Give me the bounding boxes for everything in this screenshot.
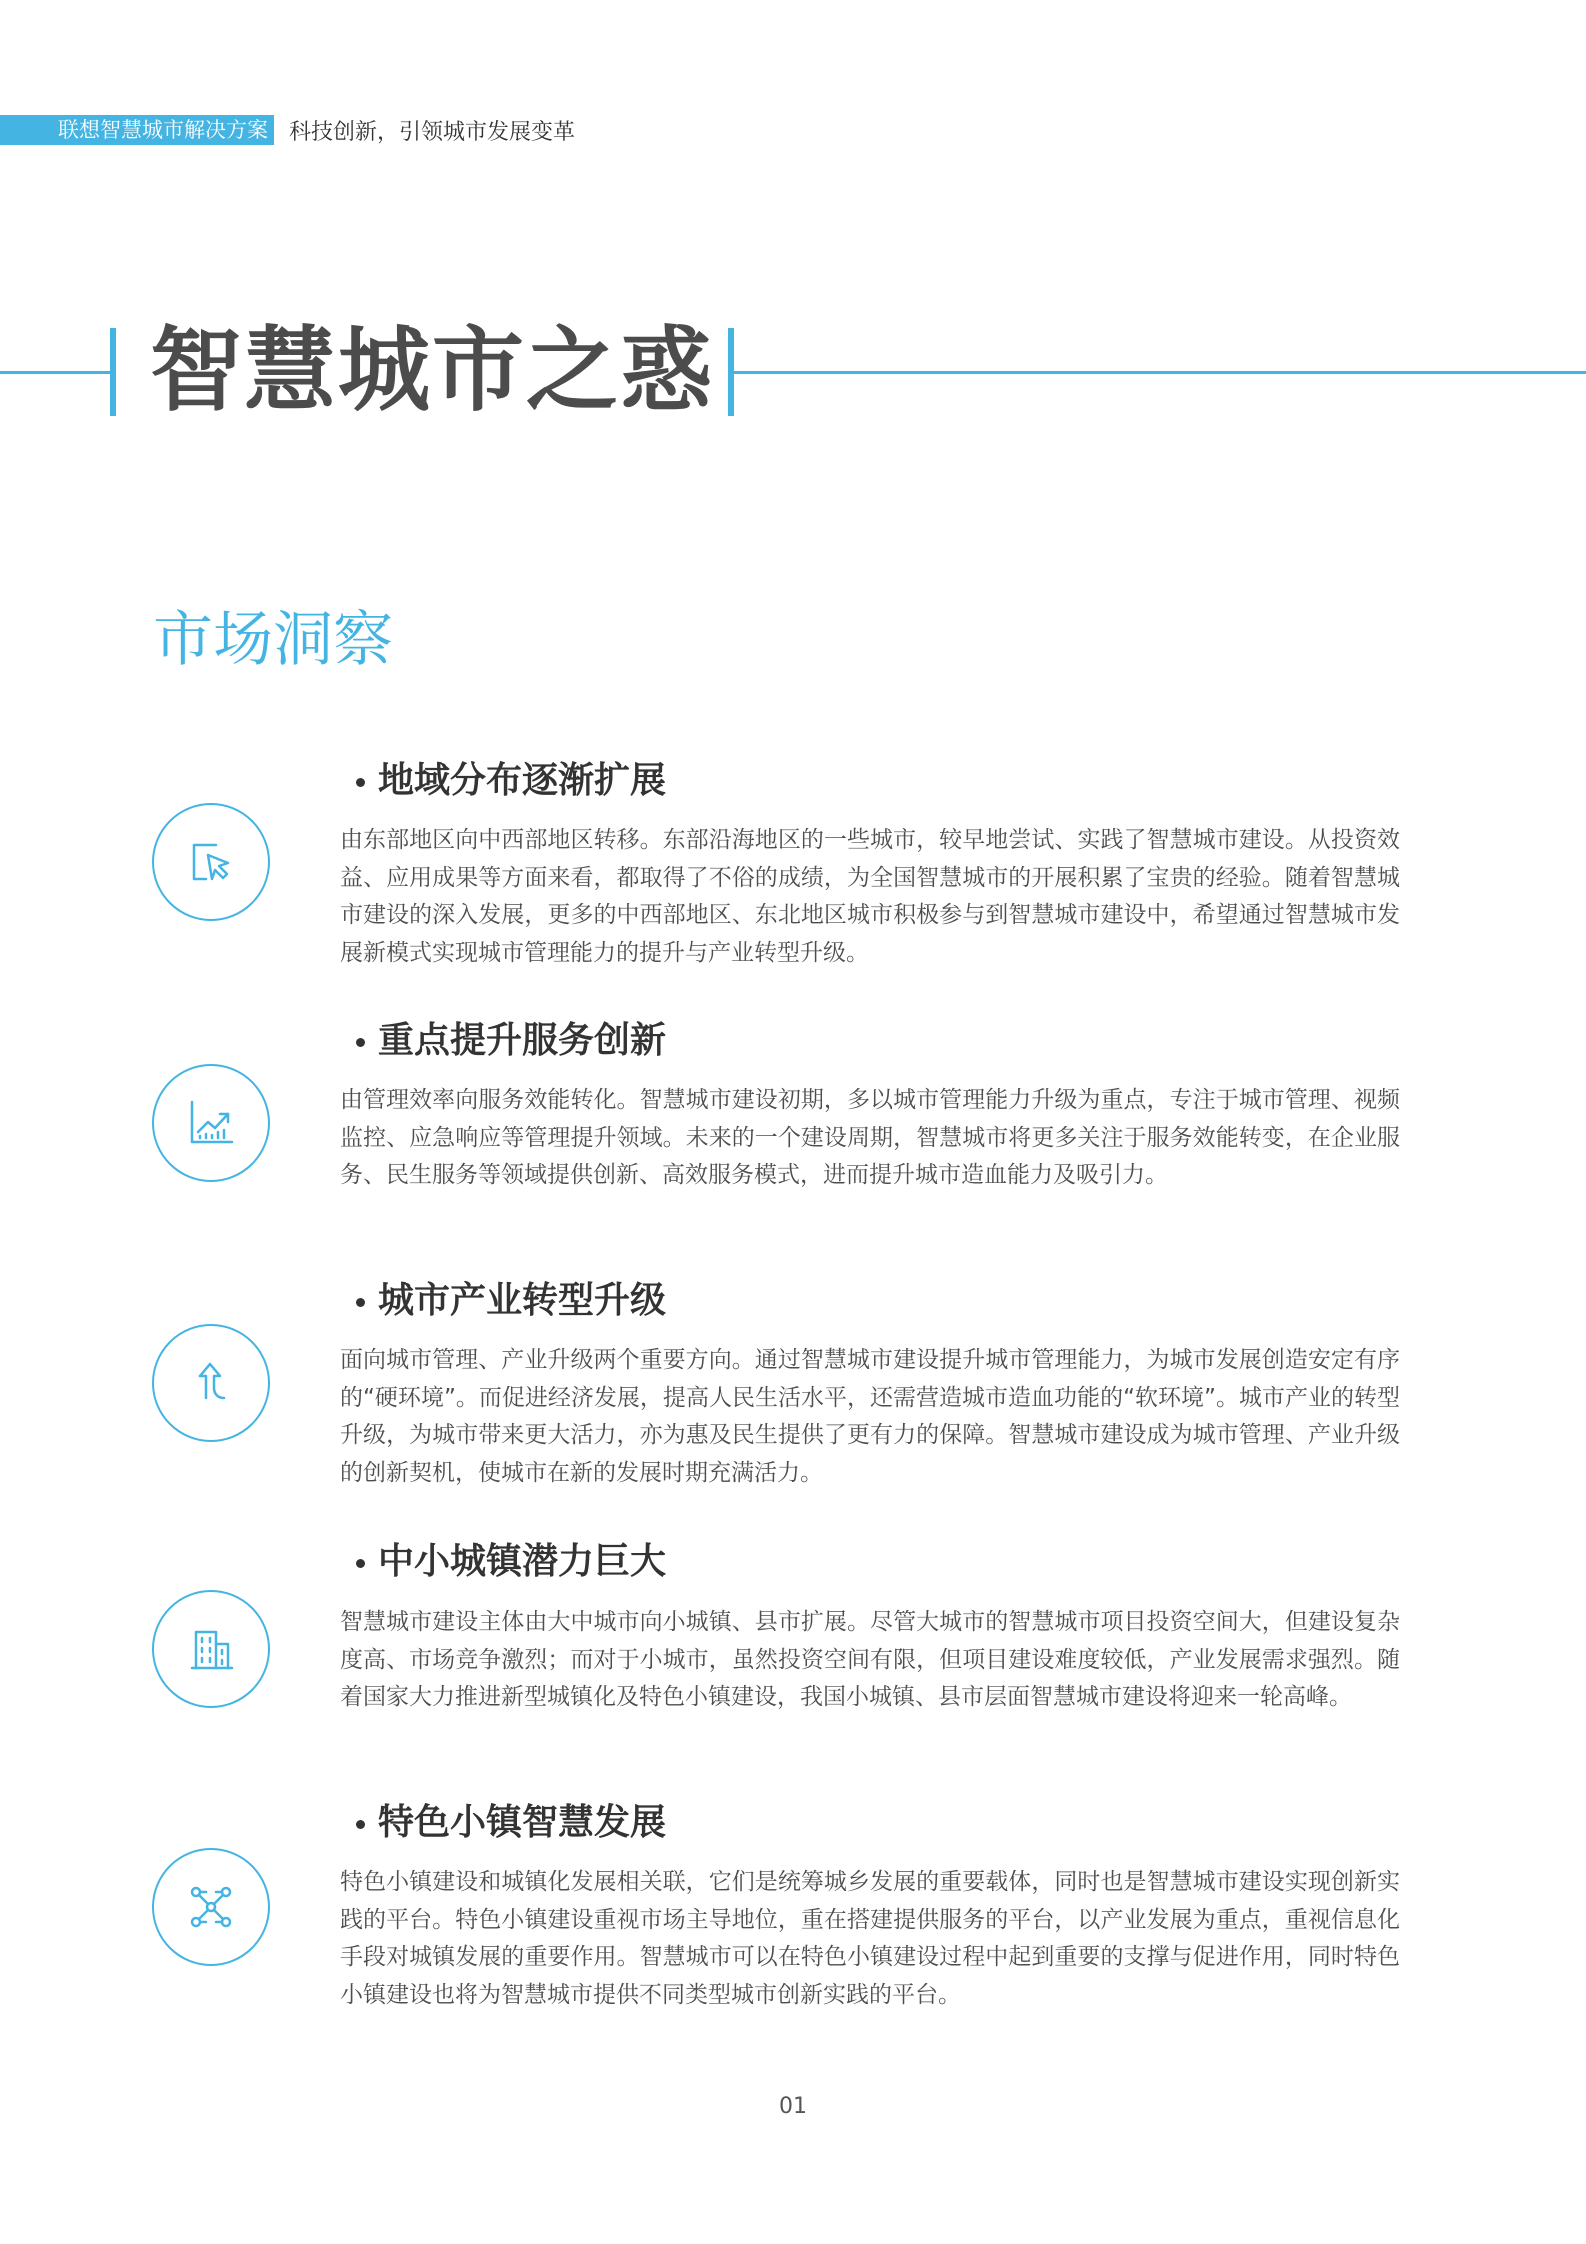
buildings-icon xyxy=(152,1590,270,1708)
feature-body: 由东部地区向中西部地区转移。东部沿海地区的一些城市，较早地尝试、实践了智慧城市建设。从投资效益、应用成果等方面来看，都取得了不俗的成绩，为全国智慧城市的开展积累了宝贵的经验。随着智慧城市建设的深入发展，更多的中西部地区、东北地区城市积极参与到智慧城市建设中，希望通过智慧城市发展新模式实现城市管理能力的提升与产业转型升级。 xyxy=(340,827,1400,966)
feature-heading xyxy=(352,1537,666,1587)
cursor-click-icon xyxy=(152,803,270,921)
feature-heading xyxy=(352,1276,666,1326)
feature-heading-text: 重点提升服务创新 xyxy=(378,1020,667,1061)
feature-heading-text: 城市产业转型升级 xyxy=(378,1280,667,1321)
feature-heading-text: 地域分布逐渐扩展 xyxy=(378,760,667,801)
section-title: 市场洞察 xyxy=(153,605,393,675)
title-bracket-left xyxy=(110,328,116,416)
feature-body: 面向城市管理、产业升级两个重要方向。通过智慧城市建设提升城市管理能力，为城市发展创造安定有序的“硬环境”。而促进经济发展，提高人民生活水平，还需营造城市造血功能的“软环境”。城市产业的转型升级，为城市带来更大活力，亦为惠及民生提供了更有力的保障。智慧城市建设成为城市管理、产业升级的创新契机，使城市在新的发展时期充满活力。 xyxy=(340,1347,1400,1486)
header-bar xyxy=(0,115,575,145)
header-divider xyxy=(274,115,277,145)
title-rule-right xyxy=(734,371,1586,374)
feature-heading xyxy=(352,1798,666,1848)
page-title: 智慧城市之惑 xyxy=(150,317,715,424)
feature-heading-text: 特色小镇智慧发展 xyxy=(378,1802,667,1843)
feature-heading-text: 中小城镇潜力巨大 xyxy=(378,1541,667,1582)
header-tag: 联想智慧城市解决方案 xyxy=(0,115,274,145)
feature-body: 由管理效率向服务效能转化。智慧城市建设初期，多以城市管理能力升级为重点，专注于城市管理、视频监控、应急响应等管理提升领域。未来的一个建设周期，智慧城市将更多关注于服务效能转变，在企业服务、民生服务等领域提供创新、高效服务模式，进而提升城市造血能力及吸引力。 xyxy=(340,1087,1400,1188)
title-rule-left xyxy=(0,371,112,374)
header-slogan: 科技创新，引领城市发展变革 xyxy=(289,119,576,145)
feature-body: 智慧城市建设主体由大中城市向小城镇、县市扩展。尽管大城市的智慧城市项目投资空间大，但建设复杂度高、市场竞争激烈；而对于小城市，虽然投资空间有限，但项目建设难度较低，产业发展需求强烈。随着国家大力推进新型城镇化及特色小镇建设，我国小城镇、县市层面智慧城市建设将迎来一轮高峰。 xyxy=(340,1609,1400,1710)
growth-chart-icon xyxy=(152,1064,270,1182)
feature-heading xyxy=(352,756,666,806)
feature-body: 特色小镇建设和城镇化发展相关联，它们是统筹城乡发展的重要载体，同时也是智慧城市建设实现创新实践的平台。特色小镇建设重视市场主导地位，重在搭建提供服务的平台，以产业发展为重点，重视信息化手段对城镇发展的重要作用。智慧城市可以在特色小镇建设过程中起到重要的支撑与促进作用，同时特色小镇建设也将为智慧城市提供不同类型城市创新实践的平台。 xyxy=(340,1869,1400,2008)
upgrade-arrow-icon xyxy=(152,1324,270,1442)
feature-heading xyxy=(352,1016,666,1066)
page-number: 01 xyxy=(779,2094,807,2119)
network-nodes-icon xyxy=(152,1848,270,1966)
